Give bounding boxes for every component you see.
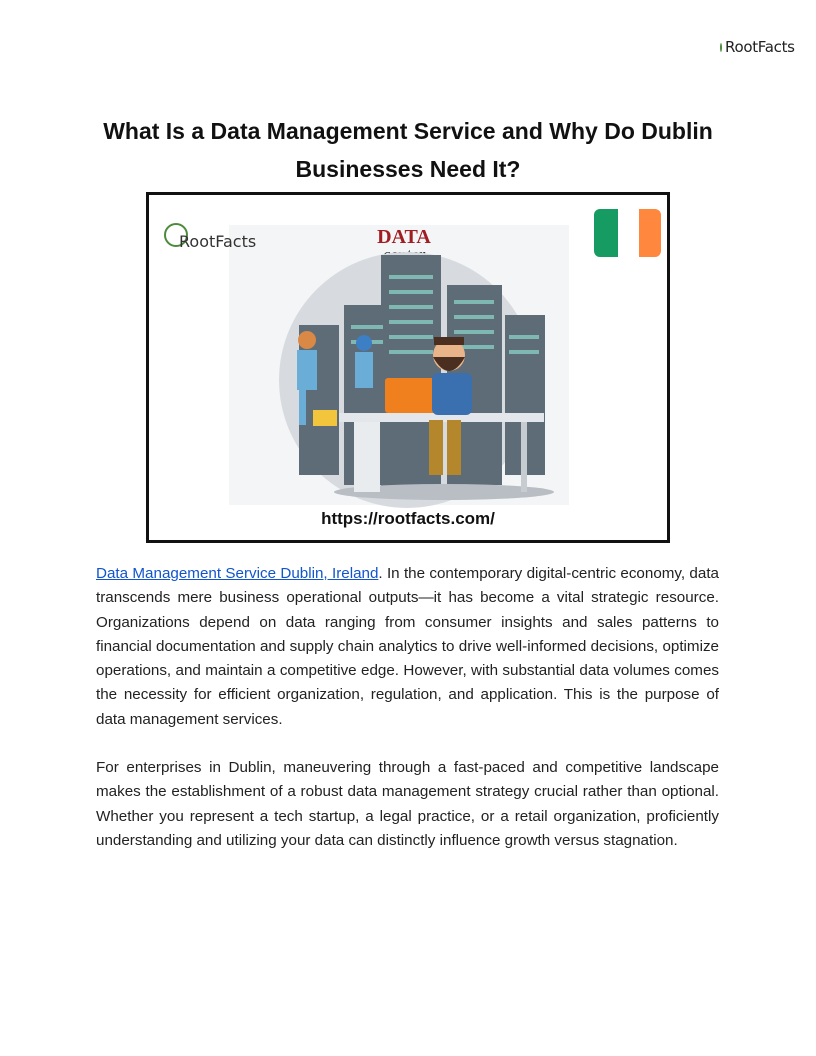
ireland-flag-icon <box>594 209 661 257</box>
sign-title: DATA <box>377 226 431 248</box>
header-logo-text: RootFacts <box>725 38 795 56</box>
data-center-illustration <box>149 195 667 540</box>
hero-image <box>146 192 670 543</box>
header-logo <box>720 36 795 58</box>
figure-logo-text: RootFacts <box>179 232 257 251</box>
paragraph-intro-text: . In the contemporary digital-centric economy, data transcends mere business operational outputs—it has become a vital strategic resource. Organizations depend on data ranging from consumer insights and sales patterns to financial documentation and supply chain analytics to drive well-informed decisions, optimize operations, and maintain a competitive edge. However, with substantial data volumes comes the necessity for efficient organization, regulation, and application. This is the purpose of data management services. <box>96 565 719 728</box>
logo-mark-icon <box>720 43 722 52</box>
service-link[interactable]: Data Management Service Dublin, Ireland <box>96 565 379 582</box>
paragraph-intro <box>96 562 719 732</box>
figure-url: https://rootfacts.com/ <box>321 509 495 528</box>
page-title: What Is a Data Management Service and Why Do Dublin Businesses Need It? <box>103 118 713 182</box>
paragraph-dublin: For enterprises in Dublin, maneuvering through a fast-paced and competitive landscape makes the establishment of a robust data management strategy crucial rather than optional. Whether you represent a tech startup, a legal practice, or a retail organization, proficiently understanding and utilizing your data can distinctly influence growth versus stagnation. <box>96 759 719 849</box>
